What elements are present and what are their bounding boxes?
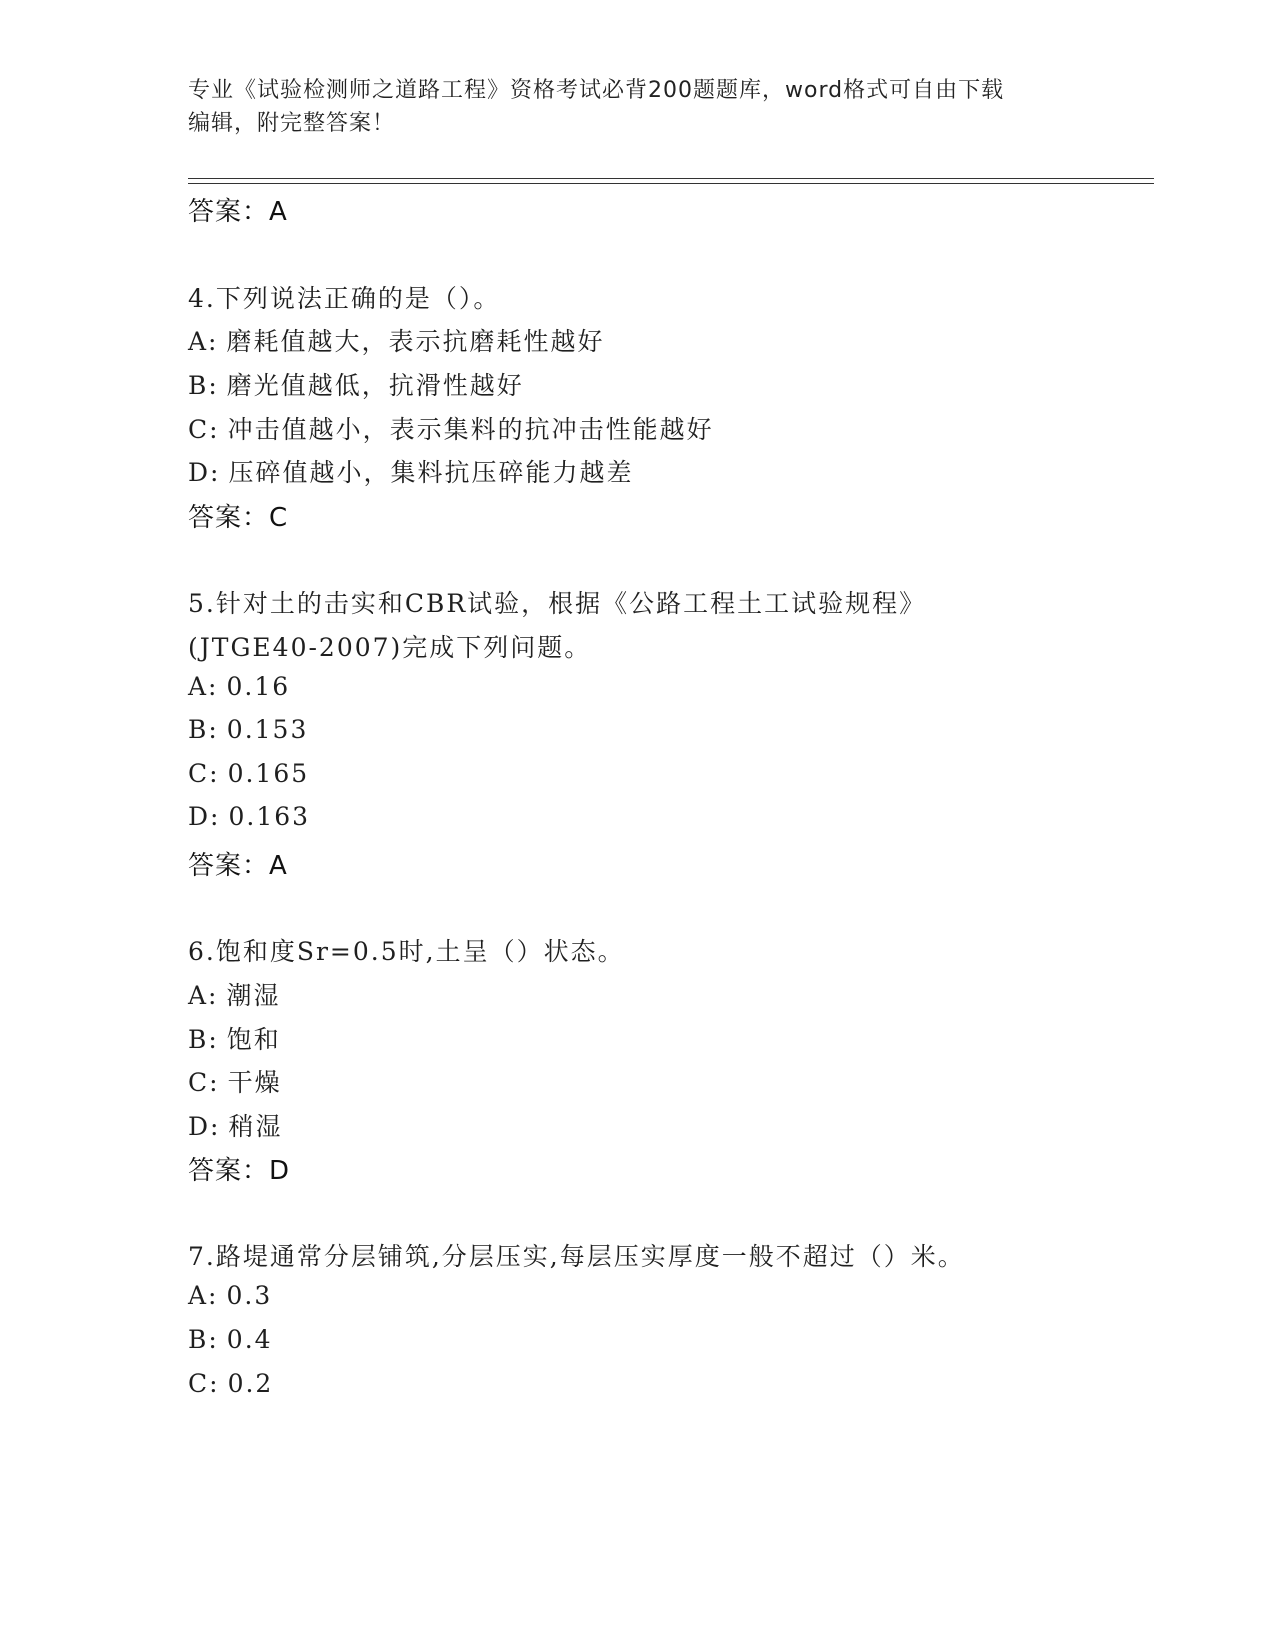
question-6-option-b (188, 1020, 281, 1056)
answer-q5: 答案：A (188, 851, 288, 881)
option-key: D: (188, 1112, 221, 1141)
option-key: B: (188, 715, 219, 744)
answer-q4: 答案：C (188, 503, 289, 533)
option-key: A: (188, 981, 219, 1010)
question-6-option-a (188, 976, 281, 1012)
option-text: 稍湿 (228, 1112, 283, 1141)
option-key: D: (188, 802, 221, 831)
option-text: 磨耗值越大，表示抗磨耗性越好 (226, 327, 605, 356)
option-key: C: (188, 1369, 220, 1398)
header-rule-bottom (188, 183, 1154, 184)
option-text: 0.3 (226, 1281, 273, 1310)
option-text: 0.4 (226, 1325, 273, 1354)
question-4-option-d (188, 453, 633, 489)
question-7-option-c (188, 1369, 273, 1398)
question-7-option-b (188, 1325, 273, 1354)
question-6-option-c (188, 1063, 282, 1099)
option-text: 0.16 (226, 672, 291, 701)
option-key: D: (188, 458, 221, 487)
question-5-stem-line-2: (JTGE40-2007)完成下列问题。 (188, 633, 592, 662)
header-line-2: 编辑，附完整答案！ (188, 111, 396, 136)
option-key: B: (188, 1025, 219, 1054)
option-text: 0.165 (227, 759, 310, 788)
option-text: 磨光值越低，抗滑性越好 (226, 371, 524, 400)
option-text: 0.153 (226, 715, 309, 744)
question-4-option-b (188, 366, 524, 402)
question-6-option-d (188, 1107, 282, 1143)
question-7-option-a (188, 1281, 272, 1310)
option-key: B: (188, 371, 219, 400)
option-text: 0.2 (227, 1369, 274, 1398)
option-text: 干燥 (227, 1068, 282, 1097)
option-text: 冲击值越小，表示集料的抗冲击性能越好 (227, 415, 714, 444)
answer-q3: 答案：A (188, 197, 288, 227)
option-key: C: (188, 1068, 220, 1097)
option-key: A: (188, 327, 219, 356)
option-key: C: (188, 415, 220, 444)
document-header (188, 74, 1078, 140)
question-5-option-c (188, 759, 309, 788)
header-line-1: 专业《试验检测师之道路工程》资格考试必背200题题库，word格式可自由下载 (188, 78, 1005, 103)
option-text: 潮湿 (226, 981, 281, 1010)
question-5-stem-line-1: 5.针对土的击实和CBR试验，根据《公路工程土工试验规程》 (188, 589, 927, 618)
option-text: 0.163 (228, 802, 311, 831)
option-key: C: (188, 759, 220, 788)
header-rule-top (188, 178, 1154, 179)
question-4-option-a (188, 322, 605, 358)
option-key: A: (188, 672, 219, 701)
question-6-stem: 6.饱和度Sr=0.5时,土呈（）状态。 (188, 937, 625, 966)
option-key: A: (188, 1281, 219, 1310)
question-4-option-c (188, 410, 714, 446)
option-key: B: (188, 1325, 219, 1354)
question-5-option-b (188, 715, 308, 744)
option-text: 饱和 (226, 1025, 281, 1054)
question-5-option-a (188, 672, 290, 701)
question-7-stem: 7.路堤通常分层铺筑,分层压实,每层压实厚度一般不超过（）米。 (188, 1242, 965, 1271)
question-5-option-d (188, 802, 310, 831)
option-text: 压碎值越小，集料抗压碎能力越差 (228, 458, 634, 487)
question-4-stem: 4.下列说法正确的是（）。 (188, 284, 501, 313)
answer-q6: 答案：D (188, 1156, 291, 1186)
